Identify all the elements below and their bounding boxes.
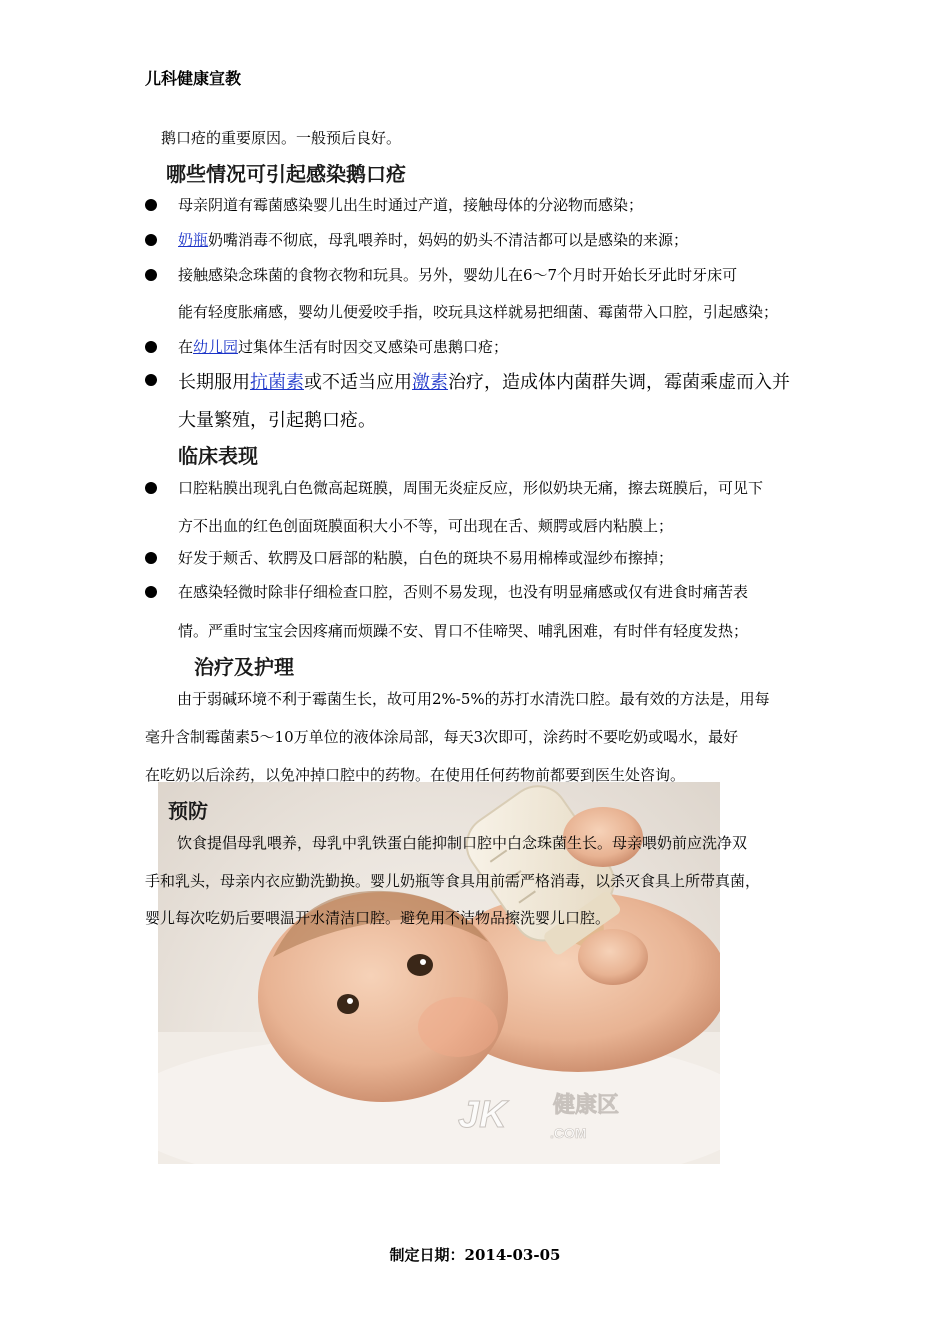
bullet-dot <box>145 374 157 386</box>
intro-tail: 鹅口疮的重要原因。一般预后良好。 <box>161 129 402 147</box>
cause-item-3-line2: 能有轻度胀痛感，婴幼儿便爱咬手指，咬玩具这样就易把细菌、霉菌带入口腔，引起感染； <box>178 303 779 321</box>
bullet-dot <box>145 552 157 564</box>
cause-item-4-pre: 在 <box>178 338 194 356</box>
prevention-line-2: 手和乳头，母亲内衣应勤洗勤换。婴儿奶瓶等食具用前需严格消毒，以杀灭食具上所带真菌， <box>145 872 761 890</box>
prevention-heading: 预防 <box>168 799 208 823</box>
cause-item-2 <box>178 229 688 250</box>
cause-item-5-mid: 或不适当应用 <box>304 372 412 393</box>
cause-item-5-pre: 长期服用 <box>178 372 250 393</box>
footer-date: 制定日期：2014-03-05 <box>389 1246 561 1264</box>
bullet-dot <box>145 269 157 281</box>
clinical-item-2: 好发于颊舌、软腭及口唇部的粘膜，白色的斑块不易用棉棒或湿纱布擦掉； <box>178 549 674 567</box>
baby-hand <box>578 929 648 985</box>
baby-eye <box>337 994 359 1014</box>
baby-eye <box>407 954 433 976</box>
watermark-cn: 健康区 <box>553 1093 620 1118</box>
bullet-dot <box>145 199 157 211</box>
cause-item-5-line2: 大量繁殖，引起鹅口疮。 <box>178 410 376 431</box>
cause-item-5-line1 <box>178 368 790 394</box>
watermark-com: .COM <box>550 1125 587 1141</box>
document-header-title: 儿科健康宣教 <box>145 69 242 88</box>
cause-item-4 <box>178 336 508 357</box>
cause-item-2-text: 奶嘴消毒不彻底，母乳喂养时，妈妈的奶头不清洁都可以是感染的来源； <box>208 231 689 249</box>
clinical-item-3-line2: 情。严重时宝宝会因疼痛而烦躁不安、胃口不佳啼哭、哺乳困难，有时伴有轻度发热； <box>178 622 749 640</box>
bullet-dot <box>145 482 157 494</box>
antibiotic-link[interactable]: 抗菌素 <box>250 372 304 393</box>
treatment-line-2: 毫升含制霉菌素5～10万单位的液体涂局部，每天3次即可，涂药时不要吃奶或喝水，最好 <box>145 728 739 746</box>
treatment-heading: 治疗及护理 <box>194 655 294 679</box>
hormone-link[interactable]: 激素 <box>412 372 448 393</box>
clinical-item-1-line1: 口腔粘膜出现乳白色微高起斑膜，周围无炎症反应，形似奶块无痛，擦去斑膜后，可见下 <box>178 479 764 497</box>
treatment-line-3: 在吃奶以后涂药，以免冲掉口腔中的药物。在使用任何药物前都要到医生处咨询。 <box>145 766 686 784</box>
prevention-line-1: 饮食提倡母乳喂养，母乳中乳铁蛋白能抑制口腔中白念珠菌生长。母亲喂奶前应洗净双 <box>177 834 748 852</box>
treatment-line-1: 由于弱碱环境不利于霉菌生长，故可用2%-5%的苏打水清洗口腔。最有效的方法是，用每 <box>177 690 770 708</box>
causes-heading: 哪些情况可引起感染鹅口疮 <box>166 162 406 186</box>
clinical-item-3-line1: 在感染轻微时除非仔细检查口腔，否则不易发现，也没有明显痛感或仅有进食时痛苦表 <box>178 583 749 601</box>
prevention-line-3: 婴儿每次吃奶后要喂温开水清洁口腔。避免用不洁物品擦洗婴儿口腔。 <box>145 909 611 927</box>
clinical-heading: 临床表现 <box>178 444 258 468</box>
cause-item-1: 母亲阴道有霉菌感染婴儿出生时通过产道，接触母体的分泌物而感染； <box>178 196 644 214</box>
kindergarten-link[interactable]: 幼儿园 <box>193 338 239 356</box>
cause-item-3-line1: 接触感染念珠菌的食物衣物和玩具。另外，婴幼儿在6～7个月时开始长牙此时牙床可 <box>178 266 738 284</box>
bullet-dot <box>145 341 157 353</box>
cause-item-4-text: 过集体生活有时因交叉感染可患鹅口疮； <box>238 338 509 356</box>
cause-item-5-rest: 治疗，造成体内菌群失调，霉菌乘虚而入并 <box>448 372 790 393</box>
watermark-brand: JK <box>458 1094 507 1136</box>
clinical-item-1-line2: 方不出血的红色创面斑膜面积大小不等，可出现在舌、颊腭或唇内粘膜上； <box>178 517 674 535</box>
bullet-dot <box>145 234 157 246</box>
bottle-link[interactable]: 奶瓶 <box>178 231 209 249</box>
bullet-dot <box>145 586 157 598</box>
